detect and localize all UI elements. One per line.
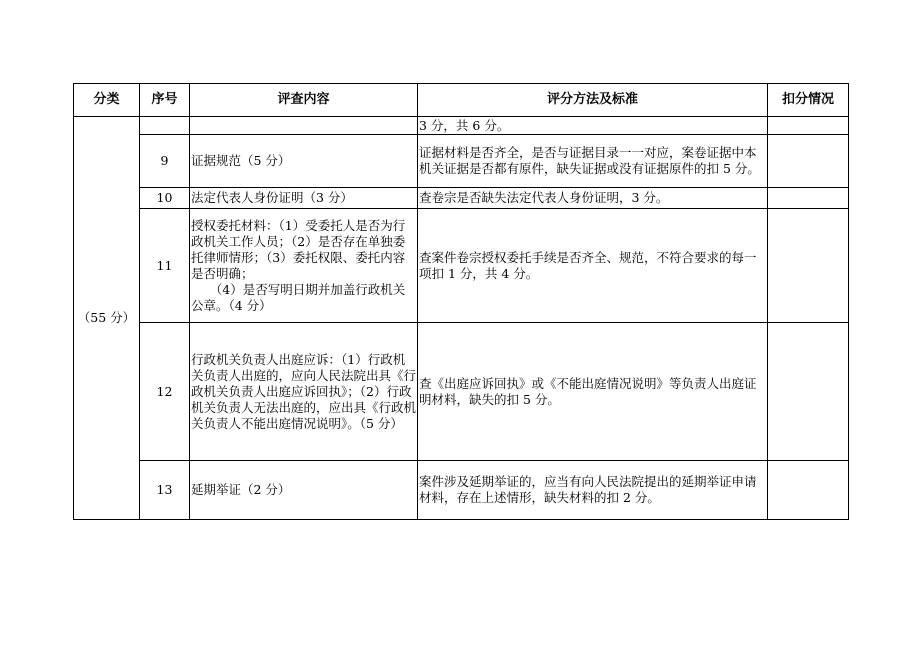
row-content [190, 117, 418, 135]
row-method: 3 分，共 6 分。 [418, 117, 768, 135]
row-deduction [768, 188, 849, 209]
row-deduction [768, 461, 849, 520]
category-cell: （55 分） [74, 117, 140, 520]
table-row [74, 209, 849, 323]
row-number: 12 [140, 323, 190, 461]
row-content-text: 授权委托材料：（1）受委托人是否为行政机关工作人员；（2）是否存在单独委托律师情形；（3）委托权限、委托内容是否明确； [191, 217, 406, 281]
header-method: 评分方法及标准 [418, 84, 768, 117]
table-row [74, 188, 849, 209]
table-header-row [74, 84, 849, 117]
row-method: 查《出庭应诉回执》或《不能出庭情况说明》等负责人出庭证明材料，缺失的扣 5 分。 [418, 323, 768, 461]
row-deduction [768, 117, 849, 135]
row-method: 查卷宗是否缺失法定代表人身份证明，3 分。 [418, 188, 768, 209]
row-number: 10 [140, 188, 190, 209]
table-row [74, 135, 849, 188]
row-content-extra: （4）是否写明日期并加盖行政机关公章。（4 分） [191, 281, 406, 313]
row-content: 延期举证（2 分） [190, 461, 418, 520]
header-deduction: 扣分情况 [768, 84, 849, 117]
table-row [74, 461, 849, 520]
row-number: 13 [140, 461, 190, 520]
table-row [74, 117, 849, 135]
header-number: 序号 [140, 84, 190, 117]
row-content: 行政机关负责人出庭应诉：（1）行政机关负责人出庭的，应向人民法院出具《行政机关负责人出庭应诉回执》；（2）行政机关负责人无法出庭的，应出具《行政机关负责人不能出庭情况说明》。（5 分） [190, 323, 418, 461]
row-content [190, 209, 418, 323]
evaluation-score-table [73, 83, 849, 520]
table-row [74, 323, 849, 461]
header-category: 分类 [74, 84, 140, 117]
row-content: 证据规范（5 分） [190, 135, 418, 188]
row-method: 案件涉及延期举证的，应当有向人民法院提出的延期举证申请材料，存在上述情形，缺失材料的扣 2 分。 [418, 461, 768, 520]
row-method: 查案件卷宗授权委托手续是否齐全、规范，不符合要求的每一项扣 1 分，共 4 分。 [418, 209, 768, 323]
row-number: 11 [140, 209, 190, 323]
header-content: 评查内容 [190, 84, 418, 117]
row-method: 证据材料是否齐全，是否与证据目录一一对应，案卷证据中本机关证据是否都有原件，缺失证据或没有证据原件的扣 5 分。 [418, 135, 768, 188]
row-number [140, 117, 190, 135]
row-content: 法定代表人身份证明（3 分） [190, 188, 418, 209]
row-deduction [768, 135, 849, 188]
row-deduction [768, 323, 849, 461]
row-deduction [768, 209, 849, 323]
row-number: 9 [140, 135, 190, 188]
